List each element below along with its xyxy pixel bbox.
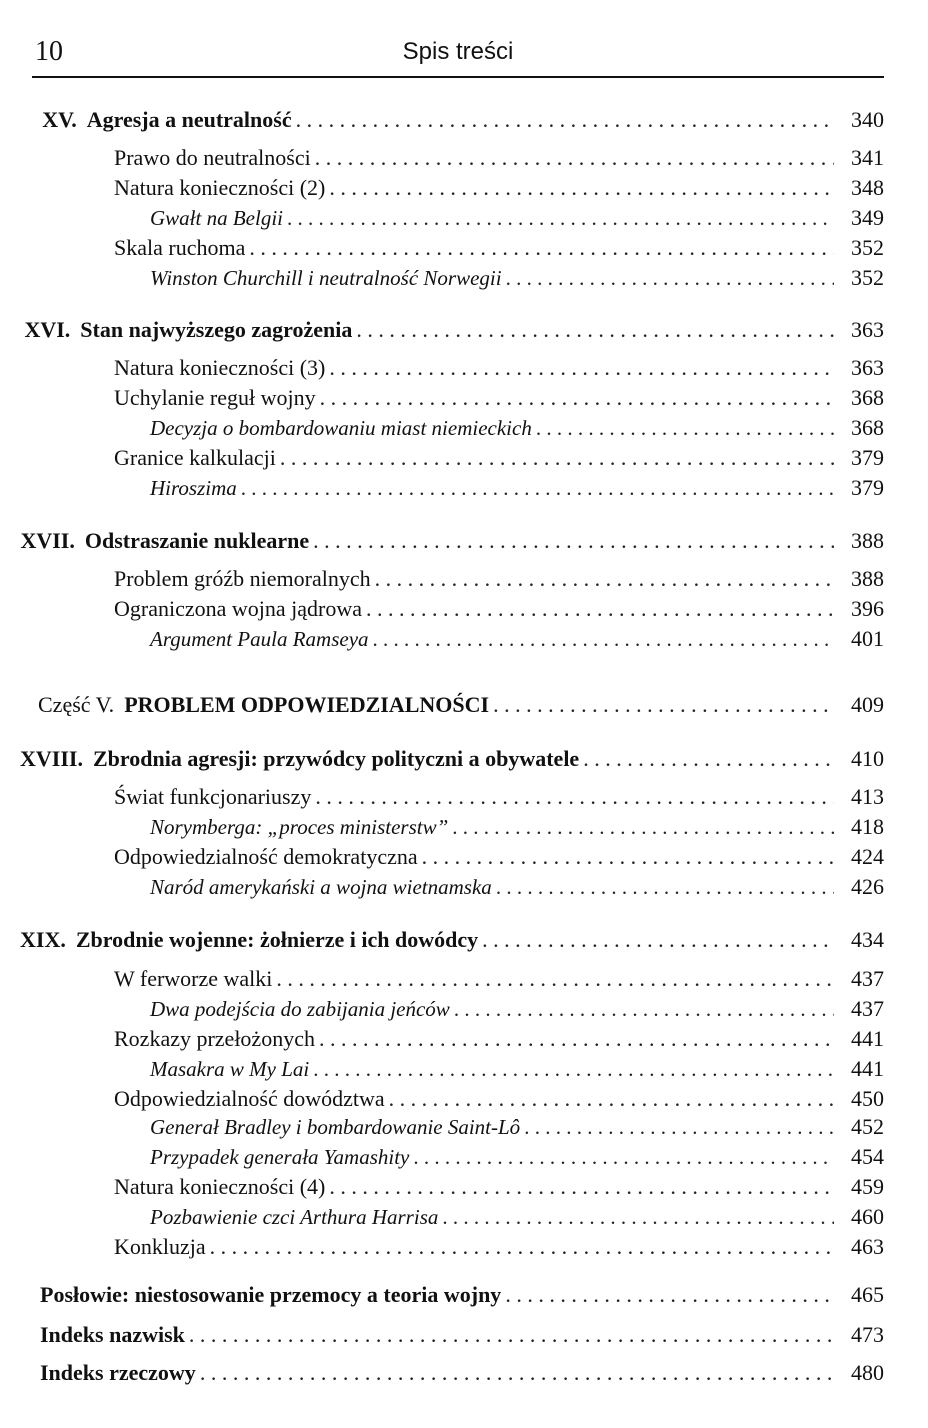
dot-leader (320, 383, 834, 413)
subsection-entry (150, 1112, 884, 1142)
dot-leader (315, 782, 834, 812)
dot-leader (210, 1232, 834, 1262)
section-entry (114, 964, 884, 994)
entry-title: Odpowiedzialność dowództwa (114, 1086, 385, 1111)
chapter-entry (20, 105, 884, 135)
entry-title: Odstraszanie nuklearne (84, 528, 310, 553)
dot-leader (366, 594, 834, 624)
entry-page-number: 341 (851, 145, 884, 170)
entry-page-number: 480 (851, 1360, 884, 1385)
entry-title: Zbrodnia agresji: przywódcy polityczni a obywatele (92, 746, 580, 771)
dot-leader (329, 353, 834, 383)
entry-title: Pozbawienie czci Arthura Harrisa (150, 1205, 439, 1229)
dot-leader (287, 203, 834, 233)
entry-page-number: 463 (851, 1234, 884, 1259)
entry-title: Gwałt na Belgii (150, 206, 283, 230)
entry-page-number: 437 (851, 966, 884, 991)
page-number: 10 (35, 36, 63, 67)
entry-title: Hiroszima (150, 476, 237, 500)
entry-title: Problem gróźb niemoralnych (114, 566, 371, 591)
dot-leader (413, 1142, 834, 1172)
entry-title: Posłowie: niestosowanie przemocy a teoria wojny (40, 1282, 502, 1307)
dot-leader (276, 964, 834, 994)
entry-page-number: 465 (851, 1282, 884, 1307)
entry-title: Odpowiedzialność demokratyczna (114, 844, 418, 869)
entry-number: XVI. (24, 317, 71, 342)
entry-title: Winston Churchill i neutralność Norwegii (150, 266, 502, 290)
dot-leader (442, 1202, 834, 1232)
entry-page-number: 418 (851, 814, 884, 839)
entry-title: Dwa podejścia do zabijania jeńców (150, 997, 450, 1021)
entry-page-number: 434 (851, 927, 884, 952)
entry-title: Skala ruchoma (114, 235, 246, 260)
entry-page-number: 388 (851, 528, 884, 553)
dot-leader (373, 624, 834, 654)
section-entry (114, 782, 884, 812)
entry-page-number: 396 (851, 596, 884, 621)
dot-leader (389, 1084, 834, 1114)
section-entry (114, 443, 884, 473)
section-entry (114, 1172, 884, 1202)
chapter-entry (20, 526, 884, 556)
dot-leader (329, 1172, 834, 1202)
subsection-entry (150, 1142, 884, 1172)
section-entry (114, 173, 884, 203)
entry-page-number: 352 (851, 235, 884, 260)
dot-leader (241, 473, 834, 503)
section-entry (114, 383, 884, 413)
back-matter-entry (40, 1358, 884, 1388)
entry-page-number: 352 (851, 265, 884, 290)
section-entry (114, 594, 884, 624)
section-entry (114, 842, 884, 872)
entry-title: Granice kalkulacji (114, 445, 276, 470)
entry-title: Decyzja o bombardowaniu miast niemieckich (150, 416, 532, 440)
dot-leader (524, 1112, 834, 1142)
running-title: Spis treści (402, 38, 514, 65)
entry-page-number: 368 (851, 385, 884, 410)
dot-leader (356, 315, 834, 345)
entry-title: Zbrodnie wojenne: żołnierze i ich dowódcy (75, 927, 479, 952)
entry-page-number: 441 (851, 1056, 884, 1081)
subsection-entry (150, 263, 884, 293)
subsection-entry (150, 413, 884, 443)
section-entry (114, 233, 884, 263)
entry-title: Stan najwyższego zagrożenia (80, 317, 353, 342)
dot-leader (329, 173, 834, 203)
subsection-entry (150, 994, 884, 1024)
dot-leader (189, 1320, 834, 1350)
entry-page-number: 450 (851, 1086, 884, 1111)
entry-title: Agresja a neutralność (86, 107, 292, 132)
entry-title: W ferworze walki (114, 966, 273, 991)
section-entry (114, 1084, 884, 1114)
entry-title: Indeks rzeczowy (40, 1360, 196, 1385)
dot-leader (505, 1280, 834, 1310)
part-label: Część V. (38, 692, 115, 717)
entry-page-number: 460 (851, 1204, 884, 1229)
entry-title: Generał Bradley i bombardowanie Saint-Lô (150, 1115, 521, 1139)
dot-leader (375, 564, 834, 594)
dot-leader (200, 1358, 834, 1388)
subsection-entry (150, 812, 884, 842)
dot-leader (315, 143, 834, 173)
entry-page-number: 379 (851, 445, 884, 470)
entry-page-number: 473 (851, 1322, 884, 1347)
dot-leader (313, 1054, 834, 1084)
entry-title: Przypadek generała Yamashity (150, 1145, 410, 1169)
subsection-entry (150, 1054, 884, 1084)
entry-page-number: 340 (851, 107, 884, 132)
entry-number: XV. (42, 107, 77, 132)
dot-leader (249, 233, 834, 263)
entry-page-number: 363 (851, 317, 884, 342)
section-entry (114, 1232, 884, 1262)
entry-title: Indeks nazwisk (40, 1322, 185, 1347)
dot-leader (452, 812, 834, 842)
subsection-entry (150, 872, 884, 902)
dot-leader (313, 526, 834, 556)
entry-title: Natura konieczności (3) (114, 355, 326, 380)
entry-title: Argument Paula Ramseya (150, 627, 369, 651)
entry-page-number: 388 (851, 566, 884, 591)
subsection-entry (150, 473, 884, 503)
entry-page-number: 441 (851, 1026, 884, 1051)
entry-page-number: 454 (851, 1144, 884, 1169)
entry-page-number: 368 (851, 415, 884, 440)
entry-page-number: 379 (851, 475, 884, 500)
dot-leader (454, 994, 834, 1024)
entry-title: Ograniczona wojna jądrowa (114, 596, 363, 621)
entry-title: Prawo do neutralności (114, 145, 311, 170)
back-matter-entry (40, 1320, 884, 1350)
subsection-entry (150, 203, 884, 233)
entry-page-number: 452 (851, 1114, 884, 1139)
entry-title: Naród amerykański a wojna wietnamska (150, 875, 492, 899)
entry-page-number: 409 (851, 692, 884, 717)
entry-page-number: 363 (851, 355, 884, 380)
entry-number: XIX. (20, 927, 66, 952)
entry-page-number: 459 (851, 1174, 884, 1199)
entry-title: Natura konieczności (4) (114, 1174, 326, 1199)
dot-leader (482, 925, 834, 955)
entry-number: XVIII. (20, 746, 83, 771)
dot-leader (506, 263, 834, 293)
section-entry (114, 564, 884, 594)
entry-page-number: 348 (851, 175, 884, 200)
chapter-entry (20, 744, 884, 774)
entry-page-number: 413 (851, 784, 884, 809)
dot-leader (493, 690, 834, 720)
entry-title: Uchylanie reguł wojny (114, 385, 316, 410)
part-entry (38, 690, 884, 720)
section-entry (114, 143, 884, 173)
section-entry (114, 1024, 884, 1054)
entry-page-number: 426 (851, 874, 884, 899)
chapter-entry (20, 925, 884, 955)
entry-title: Masakra w My Lai (150, 1057, 310, 1081)
dot-leader (422, 842, 834, 872)
entry-page-number: 424 (851, 844, 884, 869)
entry-page-number: 410 (851, 746, 884, 771)
dot-leader (296, 105, 834, 135)
entry-title: Świat funkcjonariuszy (114, 784, 312, 809)
entry-page-number: 437 (851, 996, 884, 1021)
subsection-entry (150, 1202, 884, 1232)
entry-number: XVII. (20, 528, 75, 553)
section-entry (114, 353, 884, 383)
subsection-entry (150, 624, 884, 654)
entry-title: Norymberga: „proces ministerstw” (150, 815, 449, 839)
entry-page-number: 349 (851, 205, 884, 230)
back-matter-entry (40, 1280, 884, 1310)
entry-title: Rozkazy przełożonych (114, 1026, 315, 1051)
dot-leader (536, 413, 834, 443)
chapter-entry (20, 315, 884, 345)
dot-leader (280, 443, 834, 473)
dot-leader (496, 872, 834, 902)
dot-leader (583, 744, 834, 774)
entry-title: PROBLEM ODPOWIEDZIALNOŚCI (124, 692, 490, 717)
entry-title: Natura konieczności (2) (114, 175, 326, 200)
entry-title: Konkluzja (114, 1234, 206, 1259)
entry-page-number: 401 (851, 626, 884, 651)
dot-leader (319, 1024, 834, 1054)
